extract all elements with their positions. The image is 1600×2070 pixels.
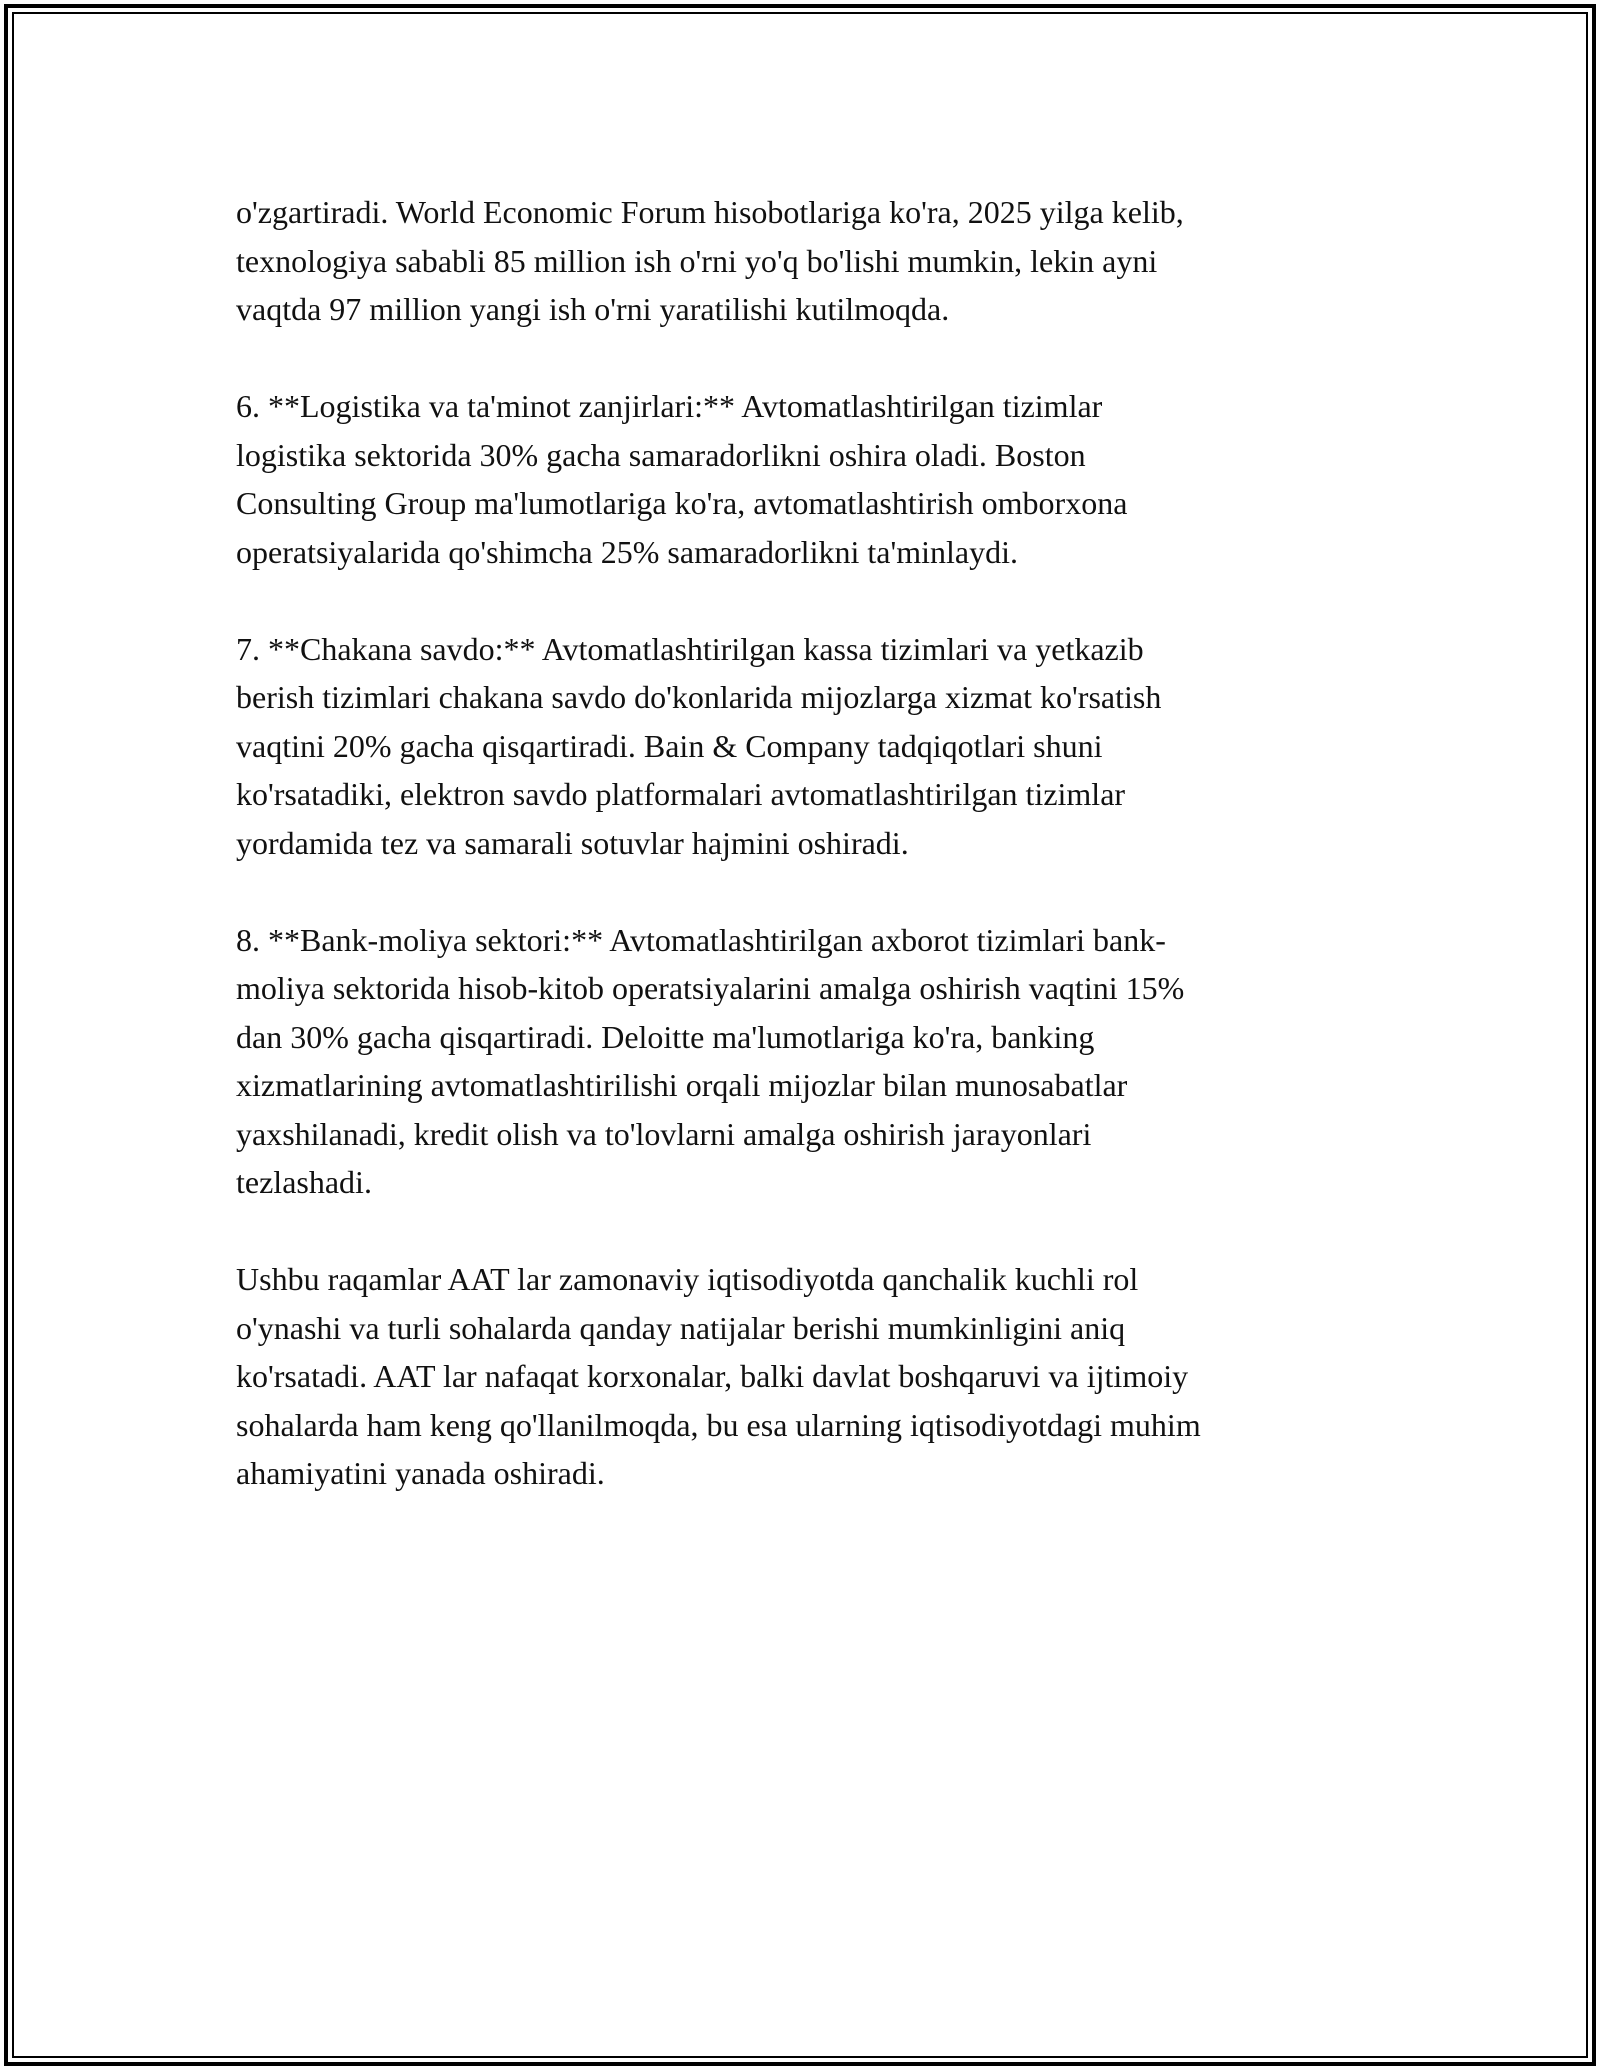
text-line: 8. **Bank-moliya sektori:** Avtomatlashtirilgan axborot tizimlari bank-: [236, 921, 1166, 958]
text-line: vaqtda 97 million yangi ish o'rni yaratilishi kutilmoqda.: [236, 291, 950, 327]
paragraph-retail: [236, 625, 1356, 868]
text-line: ahamiyatini yanada oshiradi.: [236, 1455, 605, 1491]
text-line: ko'rsatadi. AAT lar nafaqat korxonalar, balki davlat boshqaruvi va ijtimoiy: [236, 1358, 1189, 1394]
paragraph-banking: [236, 916, 1356, 1207]
text-line: xizmatlarining avtomatlashtirilishi orqali mijozlar bilan munosabatlar: [236, 1067, 1128, 1103]
text-line: texnologiya sababli 85 million ish o'rni yo'q bo'lishi mumkin, lekin ayni: [236, 242, 1158, 279]
text-line: vaqtini 20% gacha qisqartiradi. Bain & Company tadqiqotlari shuni: [236, 727, 1103, 764]
document-body: [236, 188, 1356, 1546]
paragraph-conclusion: [236, 1255, 1356, 1498]
paragraph-workforce-impact: [236, 188, 1356, 334]
text-line: tezlashadi.: [236, 1164, 372, 1200]
text-line: Ushbu raqamlar AAT lar zamonaviy iqtisodiyotda qanchalik kuchli rol: [236, 1261, 1139, 1297]
text-line: logistika sektorida 30% gacha samaradorlikni oshira oladi. Boston: [236, 436, 1086, 473]
text-line: ko'rsatadiki, elektron savdo platformalari avtomatlashtirilgan tizimlar: [236, 776, 1126, 812]
text-line: yaxshilanadi, kredit olish va to'lovlarni amalga oshirish jarayonlari: [236, 1115, 1092, 1152]
text-line: dan 30% gacha qisqartiradi. Deloitte ma'lumotlariga ko'ra, banking: [236, 1018, 1095, 1055]
paragraph-logistics: [236, 382, 1356, 576]
text-line: 6. **Logistika va ta'minot zanjirlari:** Avtomatlashtirilgan tizimlar: [236, 388, 1103, 424]
text-line: sohalarda ham keng qo'llanilmoqda, bu esa ularning iqtisodiyotdagi muhim: [236, 1406, 1201, 1443]
text-line: Consulting Group ma'lumotlariga ko'ra, avtomatlashtirish omborxona: [236, 485, 1128, 521]
text-line: yordamida tez va samarali sotuvlar hajmini oshiradi.: [236, 824, 909, 861]
text-line: o'zgartiradi. World Economic Forum hisobotlariga ko'ra, 2025 yilga kelib,: [236, 194, 1184, 230]
text-line: o'ynashi va turli sohalarda qanday natijalar berishi mumkinligini aniq: [236, 1309, 1126, 1346]
text-line: berish tizimlari chakana savdo do'konlarida mijozlarga xizmat ko'rsatish: [236, 679, 1162, 715]
text-line: 7. **Chakana savdo:** Avtomatlashtirilgan kassa tizimlari va yetkazib: [236, 630, 1144, 667]
text-line: operatsiyalarida qo'shimcha 25% samaradorlikni ta'minlaydi.: [236, 533, 1018, 570]
text-line: moliya sektorida hisob-kitob operatsiyalarini amalga oshirish vaqtini 15%: [236, 970, 1185, 1006]
